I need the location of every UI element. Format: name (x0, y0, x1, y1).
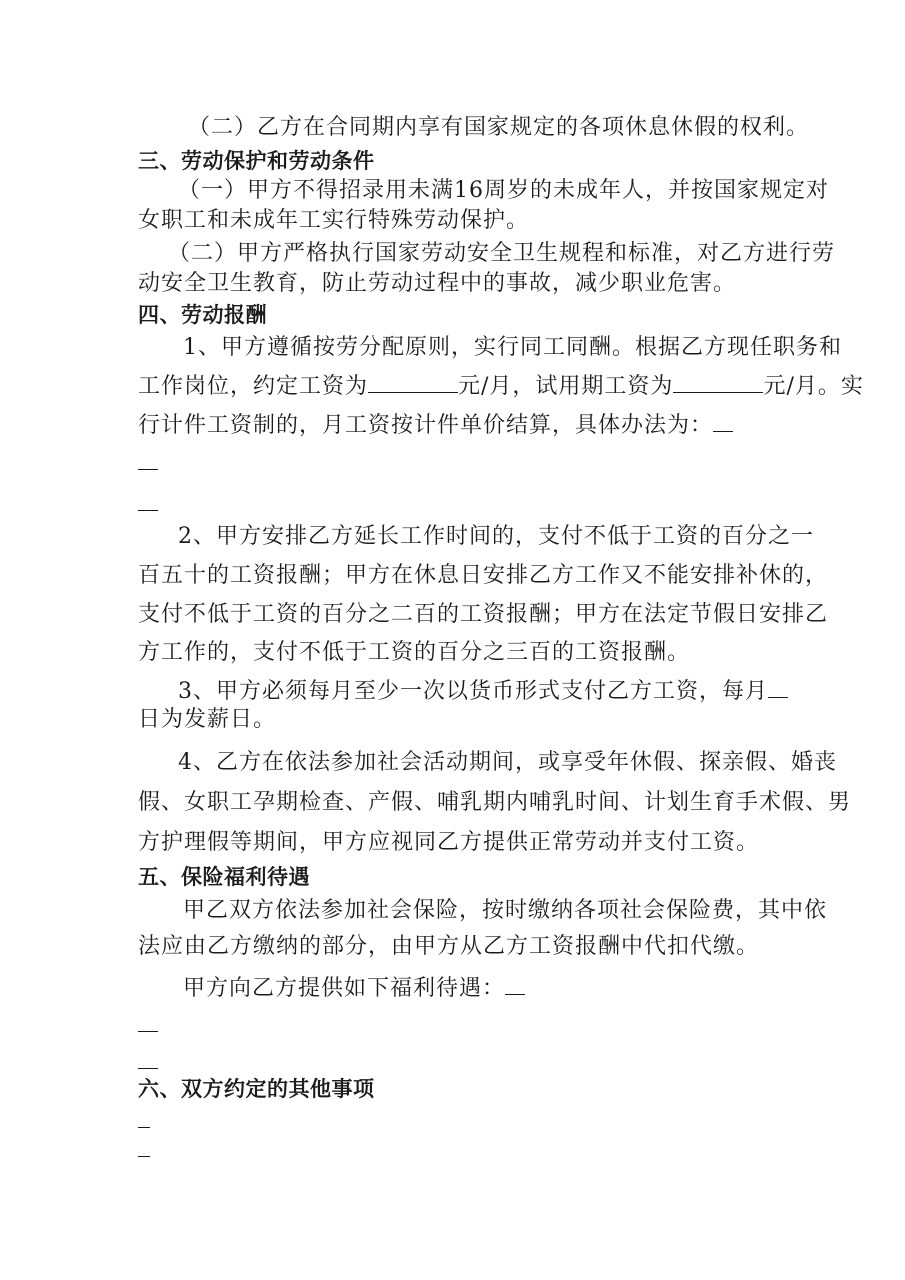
welfare-text: 甲方向乙方提供如下福利待遇： (183, 976, 506, 1001)
wage-text-b: 元/月，试用期工资为 (458, 374, 674, 399)
section-4-para-1-line-3 (138, 409, 733, 441)
section-4-para-2-line-1: 2、甲方安排乙方延长工作时间的，支付不低于工资的百分之一 (178, 524, 814, 549)
section-5-para-1-line-1: 甲乙双方依法参加社会保险，按时缴纳各项社会保险费，其中依 (183, 898, 828, 923)
section-3-para-1-line-2: 女职工和未成年工实行特殊劳动保护。 (138, 208, 530, 233)
blank-line[interactable] (138, 1127, 150, 1128)
blank-line[interactable] (138, 510, 158, 511)
section-4-para-1-line-2 (138, 370, 864, 402)
section-4-para-4-line-2: 假、女职工孕期检查、产假、哺乳期内哺乳时间、计划生育手术假、男 (138, 790, 852, 815)
blank-line[interactable] (138, 1031, 158, 1032)
wage-text-c: 元/月。实 (763, 374, 864, 399)
section-3-para-1-line-1: （一）甲方不得招录用未满16周岁的未成年人，并按国家规定对 (178, 178, 829, 203)
section-4-para-1-line-1: 1、甲方遵循按劳分配原则，实行同工同酬。根据乙方现任职务和 (183, 335, 842, 360)
blank-line[interactable] (138, 1156, 150, 1157)
section-4-para-4-line-3: 方护理假等期间，甲方应视同乙方提供正常劳动并支付工资。 (138, 830, 760, 855)
section-6-heading: 六、双方约定的其他事项 (138, 1077, 375, 1101)
payday-text: 3、甲方必须每月至少一次以货币形式支付乙方工资，每月 (178, 679, 768, 704)
blank-line[interactable] (138, 1068, 158, 1069)
section-5-heading: 五、保险福利待遇 (138, 865, 310, 889)
piecework-method-blank[interactable] (713, 409, 733, 432)
section-4-para-2-line-4: 方工作的，支付不低于工资的百分之三百的工资报酬。 (138, 640, 691, 665)
section-4-para-3-line-2: 日为发薪日。 (138, 707, 277, 732)
blank-line[interactable] (138, 469, 158, 470)
wage-text-a: 工作岗位，约定工资为 (138, 374, 369, 399)
section-3-para-2-line-2: 动安全卫生教育，防止劳动过程中的事故，减少职业危害。 (138, 271, 737, 296)
section-5-para-2-line-1 (183, 972, 525, 1004)
payday-blank[interactable] (768, 675, 788, 698)
section-4-para-3-line-1 (178, 675, 788, 707)
piecework-text: 行计件工资制的，月工资按计件单价结算，具体办法为： (138, 413, 714, 438)
section-4-para-2-line-2: 百五十的工资报酬；甲方在休息日安排乙方工作又不能安排补休的， (138, 563, 829, 588)
section-4-para-2-line-3: 支付不低于工资的百分之二百的工资报酬；甲方在法定节假日安排乙 (138, 602, 829, 627)
probation-wage-blank[interactable] (673, 370, 763, 393)
agreed-wage-blank[interactable] (368, 370, 458, 393)
section-4-para-4-line-1: 4、乙方在依法参加社会活动期间，或享受年休假、探亲假、婚丧 (178, 750, 837, 775)
rest-clause: （二）乙方在合同期内享有国家规定的各项休息休假的权利。 (188, 115, 810, 140)
welfare-blank[interactable] (505, 972, 525, 995)
section-5-para-1-line-2: 法应由乙方缴纳的部分，由甲方从乙方工资报酬中代扣代缴。 (138, 934, 760, 959)
section-4-heading: 四、劳动报酬 (138, 303, 267, 327)
section-3-heading: 三、劳动保护和劳动条件 (138, 149, 375, 173)
section-3-para-2-line-1: （二）甲方严格执行国家劳动安全卫生规程和标准，对乙方进行劳 (168, 241, 836, 266)
